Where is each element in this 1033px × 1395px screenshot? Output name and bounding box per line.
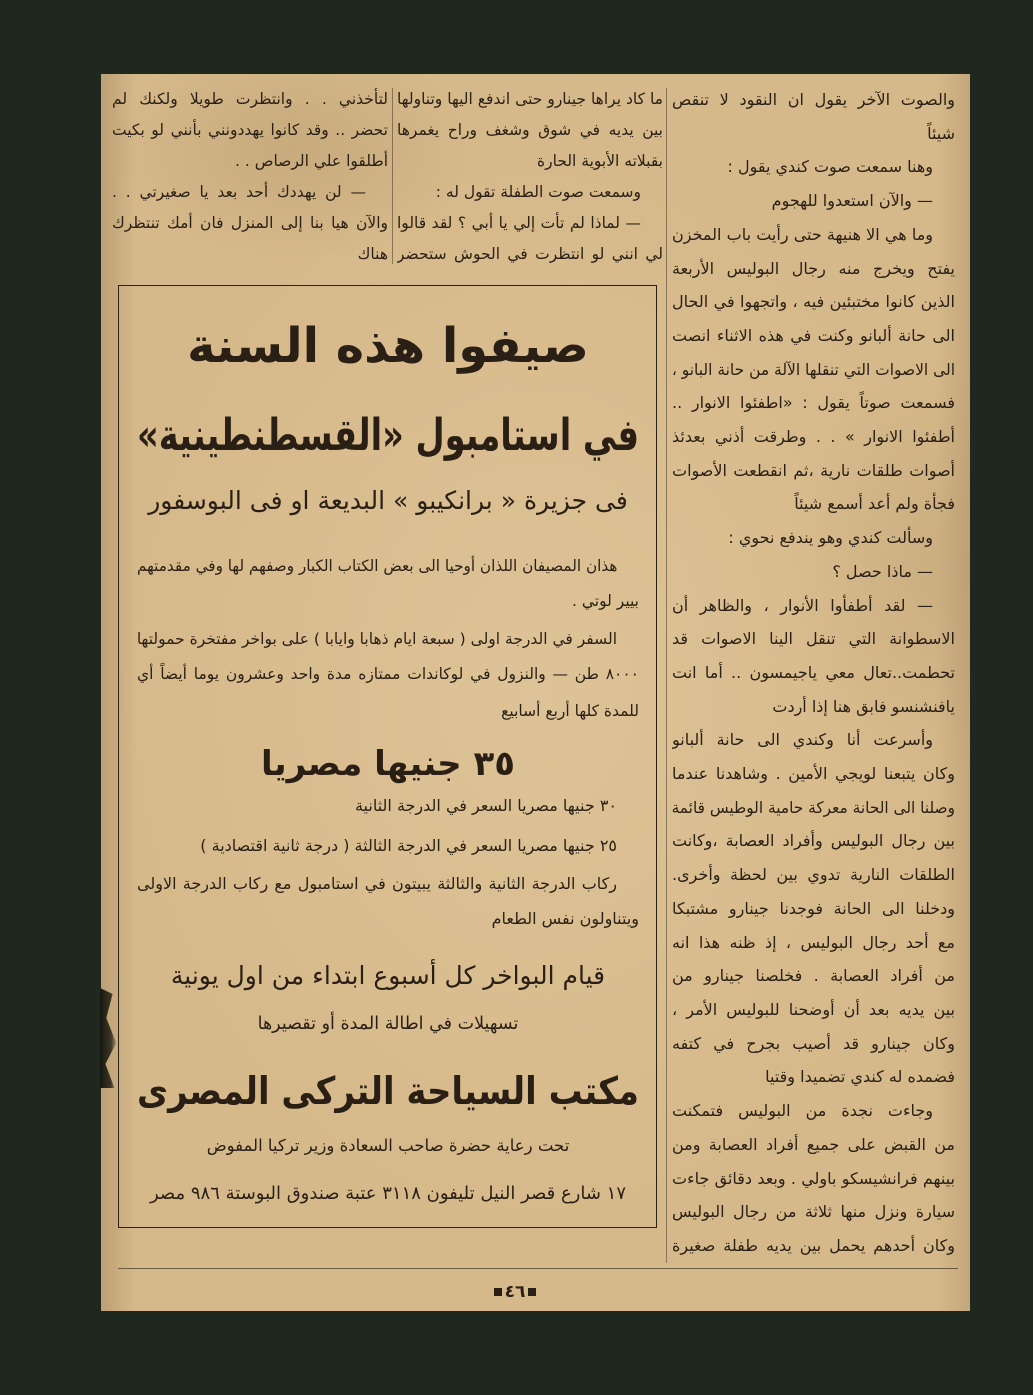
right-column-line: الى حانة ألبانو وكنت في هذه الاثناء انصت: [672, 325, 955, 345]
middle-column-line: بقبلاته الأبوية الحارة: [536, 152, 663, 170]
advertisement-box: [118, 285, 657, 1228]
ad-paragraph-line: السفر في الدرجة اولى ( سبعة ايام ذهابا وايابا ) على بواخر مفتخرة حمولتها: [137, 630, 617, 648]
ad-patronage: تحت رعاية حضرة صاحب السعادة وزير تركيا المفوض: [206, 1136, 570, 1155]
left-column-line: والآن هيا بنا إلى المنزل فان أمك تنتظرك: [112, 214, 388, 232]
left-column-line: أطلقوا علي الرصاص . .: [235, 152, 388, 170]
ad-facilities: تسهيلات في اطالة المدة أو تقصيرها: [257, 1014, 519, 1034]
right-column-line: وما هي الا هنيهة حتى رأيت باب المخزن: [672, 224, 933, 244]
bottom-rule: [118, 1268, 958, 1269]
right-column: [672, 83, 955, 1263]
ad-headline: في استامبول «القسطنطينية»: [137, 410, 639, 461]
top-middle-column: [397, 84, 663, 270]
page-number-ornament: [528, 1288, 536, 1296]
right-column-line: يفتح ويخرج منه رجال البوليس الأربعة: [672, 258, 955, 278]
ad-paragraph-line: هذان المصيفان اللذان أوحيا الى بعض الكتاب الكبار وصفهم لها وفي مقدمتهم: [137, 557, 618, 575]
right-column-line: والصوت الآخر يقول ان النقود لا تنقص: [672, 90, 955, 109]
right-column-line: وكان يتبعنا لويجي الأمين . وشاهدنا عندما: [672, 764, 955, 784]
middle-column-line: بين يديه في شوق وشغف وراح يغمرها: [397, 121, 663, 139]
ad-paragraph-line: ويتناولون نفس الطعام: [491, 909, 639, 928]
left-column-line: هناك: [357, 245, 388, 263]
right-column-line: وأسرعت أنا وكندي الى حانة ألبانو: [672, 730, 933, 750]
right-column-line: وهنا سمعت صوت كندي يقول :: [727, 157, 933, 177]
right-column-line: وكان جينارو قد أصيب بجرح في كتفه: [672, 1033, 955, 1053]
ad-paragraph-line: ركاب الدرجة الثانية والثالثة يبيتون في استامبول مع ركاب الدرجة الاولى: [137, 874, 617, 893]
left-column-line: تحضر .. وقد كانوا يهددونني بأنني لو بكيت: [112, 121, 388, 139]
column-rule: [392, 88, 393, 264]
right-column-line: مع أحد رجال البوليس ، إذ ظنه هذا انه: [672, 932, 955, 952]
ad-subheadline: فى جزيرة « برانكيبو » البديعة او فى البوسفور: [148, 486, 628, 515]
right-column-line: وجاءت نجدة من البوليس فتمكنت: [672, 1101, 933, 1121]
right-column-line: وكان أحدهم يحمل بين يديه طفلة صغيرة: [672, 1235, 955, 1255]
right-column-line: بين رجال البوليس وأفراد العصابة ،وكانت: [672, 831, 955, 851]
ad-paragraph-line: للمدة كلها أربع أسابيع: [501, 702, 639, 720]
middle-column-line: لي انني لو انتظرت في الحوش ستحضر: [397, 245, 663, 263]
right-column-line: يافنشنسو فابق هنا إذا أردت: [772, 696, 955, 716]
ad-price-line: ٣٠ جنيها مصريا السعر في الدرجة الثانية: [354, 796, 617, 815]
ad-office-name: مكتب السياحة التركى المصرى: [137, 1069, 639, 1113]
right-column-line: من القبض على جميع أفراد العصابة ومن: [672, 1134, 955, 1154]
right-column-line: الى الاصوات التي تنقلها الآلة من حانة البانو ،: [672, 359, 955, 379]
right-column-line: أطفئوا الانوار » . . وطرقت أذني بعدئذ: [672, 427, 955, 447]
ad-departures: قيام البواخر كل أسبوع ابتداء من اول يونية: [170, 961, 606, 990]
right-column-line: وسألت كندي وهو يندفع نحوي :: [728, 528, 933, 548]
right-column-line: بين يديه بعد أن أوضحنا للبوليس الأمر ،: [672, 999, 955, 1019]
ad-paragraph-line: ٨٠٠٠ طن — والنزول في لوكاندات ممتازه مدة واحد وعشرون يوما أيضاً أي: [137, 665, 639, 683]
right-column-line: الذين كانوا مختبئين فيه ، واتجهوا في الحال: [672, 292, 955, 312]
left-column-line: — لن يهددك أحد بعد يا صغيرتي . .: [112, 183, 366, 201]
ad-address: ١٧ شارع قصر النيل تليفون ٣١١٨ عتبة صندوق البوستة ٩٨٦ مصر: [149, 1183, 627, 1204]
column-rule: [666, 88, 667, 1263]
right-column-line: بينهم فرانشيسكو باولي . وبعد دقائق جاءت: [672, 1168, 955, 1188]
right-column-line: فجأة ولم أعد أسمع شيئاً: [794, 494, 955, 514]
left-column-line: لتأخذني . . وانتظرت طويلا ولكنك لم: [112, 90, 388, 108]
right-column-line: تحطمت..تعال معي ياجيمسون .. أما انت: [672, 662, 955, 682]
ad-price-headline: ٣٥ جنيها مصريا: [261, 744, 515, 784]
right-column-line: وصلنا الى الحانة معركة حامية الوطيس قائمة: [672, 797, 955, 817]
right-column-line: شيئاً: [927, 123, 955, 143]
top-left-column: [112, 84, 388, 270]
right-column-line: أصوات طلقات نارية ،ثم انقطعت الأصوات: [672, 460, 955, 480]
middle-column-line: — لماذا لم تأت إلي يا أبي ؟ لقد قالوا: [397, 214, 641, 232]
right-column-line: — والآن استعدوا للهجوم: [771, 191, 933, 211]
right-column-line: من أفراد العصابة . فخلصنا جينارو من: [672, 966, 955, 986]
ad-headline: صيفوا هذه السنة: [187, 318, 589, 374]
right-column-line: سيارة ونزل منها ثلاثة من رجال البوليس: [672, 1202, 955, 1222]
middle-column-line: ما كاد يراها جينارو حتى اندفع اليها وتناولها: [397, 90, 663, 108]
ad-price-line: ٢٥ جنيها مصريا السعر في الدرجة الثالثة ( درجة ثانية اقتصادية ): [200, 836, 617, 855]
right-column-line: الطلقات النارية تدوي بين لحظة وأخرى.: [672, 865, 955, 885]
right-column-line: — ماذا حصل ؟: [832, 561, 933, 581]
page-number-block: [465, 1280, 565, 1304]
right-column-line: ودخلنا الى الحانة فوجدنا جينارو مشتبكا: [672, 898, 955, 918]
right-column-line: فسمعت صوتاً يقول : «اطفئوا الانوار ..: [672, 393, 955, 413]
middle-column-line: وسمعت صوت الطفلة تقول له :: [435, 183, 641, 201]
right-column-line: الاسطوانة التي تنقل الينا الاصوات قد: [672, 629, 955, 649]
right-column-line: — لقد أطفأوا الأنوار ، والظاهر أن: [672, 595, 933, 615]
ad-paragraph-line: بيير لوتي .: [572, 592, 639, 610]
page-number: ٤٦: [504, 1282, 526, 1302]
right-column-line: فضمده له كندي تضميدا وقتيا: [765, 1067, 955, 1087]
page-number-ornament: [494, 1288, 502, 1296]
